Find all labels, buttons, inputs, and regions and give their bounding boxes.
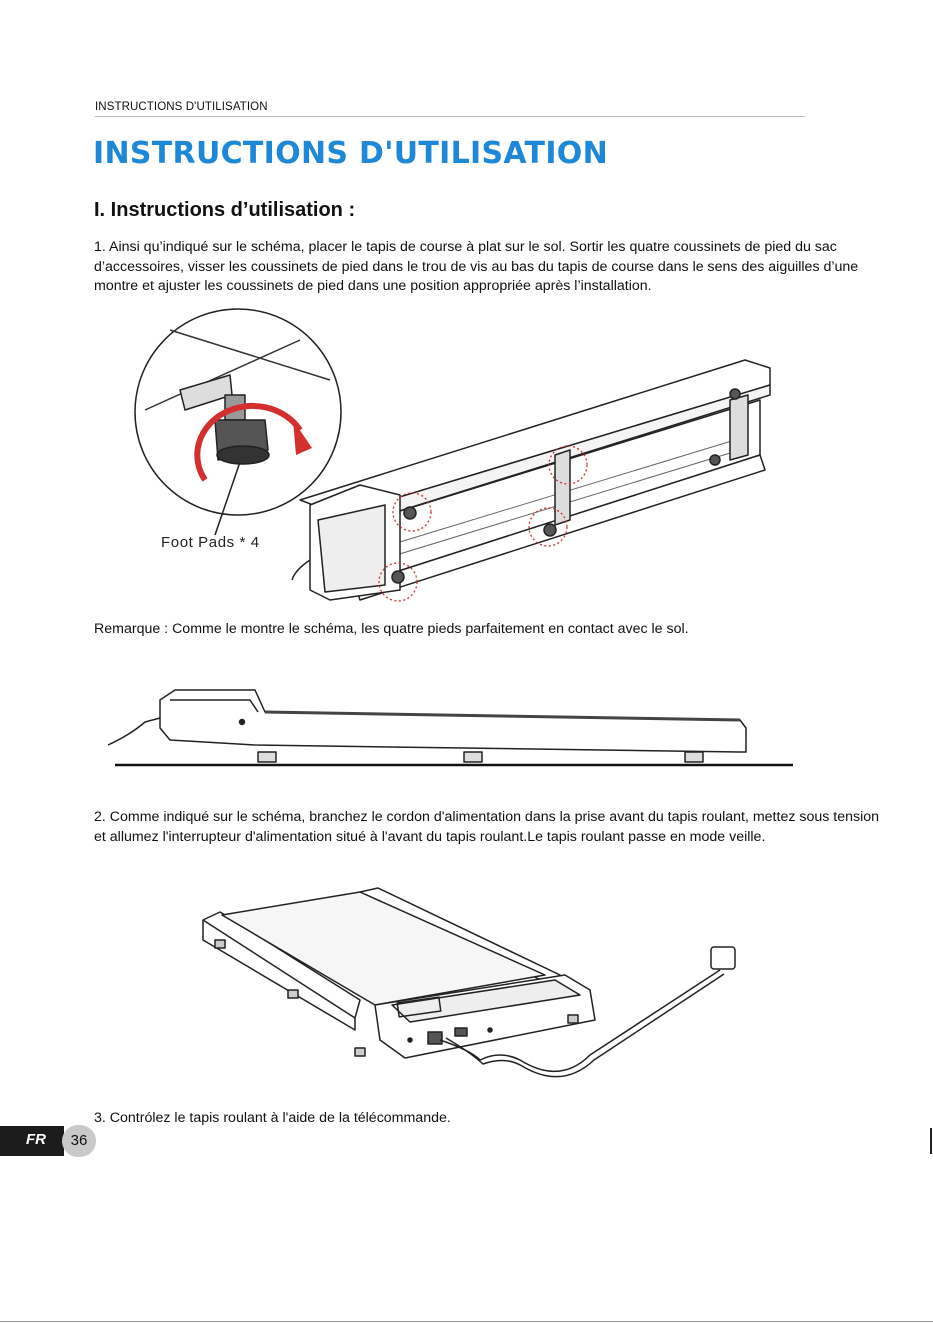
page-number: 36 [62,1125,96,1157]
right-edge-marker [930,1128,932,1154]
section-heading: I. Instructions d’utilisation : [94,199,356,221]
step-2-text: 2. Comme indiqué sur le schéma, branchez le cordon d'alimentation dans la prise avant du tapis roulant, mettez sous tension et allumez l'interrupteur d'alimentation situé à l'avant du tapis roulant.Le tapis roulant passe en mode veille. [94,809,880,845]
language-label: FR [26,1131,46,1148]
step-1-text: 1. Ainsi qu’indiqué sur le schéma, placer le tapis de course à plat sur le sol. Sortir les quatre coussinets de pied du sac d’accessoires, visser les coussinets de pied dans le trou de vis au bas du tapis de course dans le sens des aiguilles d’une montre et ajuster les coussinets de pied dans une position appropriée après l’installation. [94,239,859,294]
remark-text: Remarque : Comme le montre le schéma, les quatre pieds parfaitement en contact avec le sol. [94,621,689,637]
page-title: INSTRUCTIONS D'UTILISATION [93,136,608,171]
step-3-text: 3. Contrólez le tapis roulant à l'aide de la télécommande. [94,1110,451,1126]
foot-pads-callout-label: Foot Pads * 4 [161,534,260,551]
running-header: INSTRUCTIONS D'UTILISATION [95,101,268,113]
header-divider [95,116,805,117]
bottom-divider [0,1321,933,1322]
